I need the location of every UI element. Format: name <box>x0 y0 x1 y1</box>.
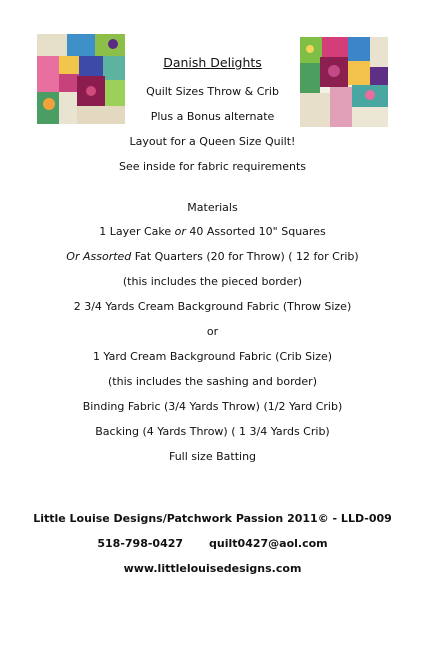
materials-heading: Materials <box>187 201 238 214</box>
materials-item: 1 Yard Cream Background Fabric (Crib Size) <box>92 350 333 363</box>
materials-item: Backing (4 Yards Throw) ( 1 3/4 Yards Crib) <box>95 425 330 438</box>
materials-item-emphasis: Or Assorted <box>66 250 132 263</box>
subtitle-line: See inside for fabric requirements <box>118 160 307 173</box>
subtitle-line: Plus a Bonus alternate <box>150 110 275 123</box>
materials-item <box>0 250 425 264</box>
company-line: Little Louise Designs/Patchwork Passion 2011© - LLD-009 <box>33 512 392 525</box>
materials-item: Binding Fabric (3/4 Yards Throw) (1/2 Yard Crib) <box>82 400 343 413</box>
page-title: Danish Delights <box>163 55 262 70</box>
materials-item <box>0 225 425 239</box>
subtitle-line: Layout for a Queen Size Quilt! <box>129 135 296 148</box>
materials-item-emphasis: or <box>174 225 186 238</box>
materials-item-text: 1 Layer Cake <box>99 225 175 238</box>
subtitle-line: Quilt Sizes Throw & Crib <box>146 85 279 98</box>
materials-item: Full size Batting <box>168 450 257 463</box>
materials-item: 2 3/4 Yards Cream Background Fabric (Throw Size) <box>73 300 352 313</box>
materials-item: (this includes the sashing and border) <box>108 375 317 388</box>
materials-item: or <box>206 325 219 338</box>
materials-item: (this includes the pieced border) <box>122 275 303 288</box>
website-link[interactable]: www.littlelouisedesigns.com <box>123 562 302 575</box>
materials-item-text: 40 Assorted 10" Squares <box>185 225 326 238</box>
materials-item-text: Fat Quarters (20 for Throw) ( 12 for Crib) <box>131 250 359 263</box>
email-address[interactable]: quilt0427@aol.com <box>209 537 328 550</box>
phone-number: 518-798-0427 <box>97 537 184 550</box>
contact-line <box>0 537 425 551</box>
